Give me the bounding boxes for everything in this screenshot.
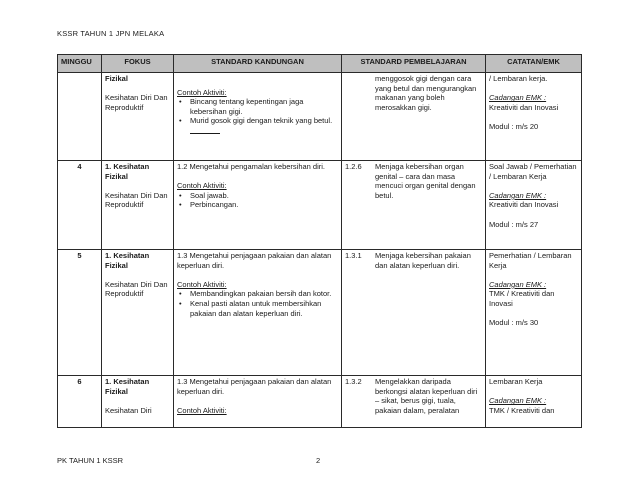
sp-text: Menjaga kebersihan pakaian dan alatan keperluan diri. (375, 251, 471, 270)
aktiviti-item: • Perbincangan. (179, 200, 239, 210)
minggu-cell: 6 (58, 376, 102, 428)
aktiviti-item: • Bincang tentang kepentingan jaga kebersihan gigi. (179, 97, 304, 116)
fokus-title: 1. Kesihatan Fizikal (105, 251, 150, 270)
bullet-icon: • (179, 298, 182, 308)
table-row (58, 376, 582, 428)
emk-value: Kreativiti dan Inovasi (489, 102, 559, 112)
standard-pembelajaran-cell (342, 161, 486, 250)
emk-label: Cadangan EMK : (489, 279, 547, 289)
sp-code: 1.3.1 (345, 251, 362, 260)
sp-code: 1.2.6 (345, 162, 362, 171)
emk-value: TMK / Kreativiti dan (489, 405, 555, 415)
column-header-fokus: FOKUS (102, 55, 174, 73)
bullet-icon: • (179, 116, 182, 126)
sp-text: Menjaga kebersihan organ genital – cara dan masa mencuci organ genital dengan betul. (375, 162, 476, 200)
emk-label: Cadangan EMK : (489, 396, 547, 406)
aktiviti-item: • Kenal pasti alatan untuk membersihkan pakaian dan alatan keperluan diri. (179, 298, 322, 318)
fokus-cell (102, 73, 174, 161)
lesson-plan-table (57, 54, 582, 428)
column-header-standard-kandungan: STANDARD KANDUNGAN (174, 55, 342, 73)
bullet-icon: • (179, 200, 182, 210)
bullet-icon: • (179, 190, 182, 200)
aktiviti-label: Contoh Aktiviti: (177, 405, 227, 415)
column-header-standard-pembelajaran: STANDARD PEMBELAJARAN (342, 55, 486, 73)
column-header-minggu: MINGGU (58, 55, 102, 73)
aktiviti-item: • Murid gosok gigi dengan teknik yang betul. (177, 116, 338, 136)
standard-kandungan-cell (174, 250, 342, 376)
fokus-cell (102, 376, 174, 428)
fokus-title: Fizikal (105, 74, 128, 83)
catatan-text: Pemerhatian / Lembaran Kerja (489, 251, 572, 270)
bullet-icon: • (179, 289, 182, 299)
modul-ref: Modul : m/s 27 (489, 219, 539, 229)
aktiviti-list (177, 97, 338, 136)
aktiviti-list (177, 191, 338, 210)
catatan-cell (486, 73, 582, 161)
fokus-subtitle: Kesihatan Diri (105, 405, 152, 415)
document-header: KSSR TAHUN 1 JPN MELAKA (57, 29, 165, 38)
standard-kandungan-cell (174, 73, 342, 161)
sp-text: Mengelakkan daripada berkongsi alatan keperluan diri – sikat, berus gigi, tuala, pakaian dalam, peralatan (375, 377, 478, 415)
standard-pembelajaran-cell (342, 376, 486, 428)
sk-title: 1.3 Mengetahui penjagaan pakaian dan alatan keperluan diri. (177, 251, 332, 270)
fokus-title: 1. Kesihatan Fizikal (105, 377, 150, 396)
fokus-subtitle: Kesihatan Diri Dan Reproduktif (105, 93, 168, 112)
catatan-text: Soal Jawab / Pemerhatian / Lembaran Kerja (489, 162, 577, 181)
aktiviti-list (177, 289, 338, 318)
aktiviti-label: Contoh Aktiviti: (177, 87, 227, 97)
aktiviti-label: Contoh Aktiviti: (177, 181, 227, 191)
sp-code (345, 74, 369, 112)
minggu-cell: 4 (58, 161, 102, 250)
fokus-subtitle: Kesihatan Diri Dan Reproduktif (105, 279, 168, 299)
table-header-row (58, 55, 582, 73)
modul-ref: Modul : m/s 20 (489, 121, 539, 131)
aktiviti-label: Contoh Aktiviti: (177, 279, 227, 289)
catatan-cell (486, 250, 582, 376)
emk-label: Cadangan EMK : (489, 93, 547, 103)
table-row (58, 73, 582, 161)
page-number: 2 (316, 456, 321, 465)
modul-ref: Modul : m/s 30 (489, 318, 539, 328)
sk-title: 1.3 Mengetahui penjagaan pakaian dan alatan keperluan diri. (177, 377, 332, 396)
sp-code: 1.3.2 (345, 377, 362, 386)
aktiviti-item: • Soal jawab. (179, 190, 229, 200)
standard-pembelajaran-cell (342, 250, 486, 376)
table-row (58, 161, 582, 250)
blank-line (190, 126, 220, 134)
fokus-title: 1. Kesihatan Fizikal (105, 162, 150, 181)
emk-value: Kreativiti dan Inovasi (489, 200, 559, 210)
emk-label: Cadangan EMK : (489, 190, 547, 200)
fokus-cell (102, 250, 174, 376)
fokus-subtitle: Kesihatan Diri Dan Reproduktif (105, 190, 168, 210)
document-footer: PK TAHUN 1 KSSR (57, 456, 123, 465)
column-header-catatan-emk: CATATAN/EMK (486, 55, 582, 73)
fokus-cell (102, 161, 174, 250)
standard-kandungan-cell (174, 161, 342, 250)
bullet-icon: • (179, 97, 182, 107)
standard-pembelajaran-cell (342, 73, 486, 161)
aktiviti-item: • Membandingkan pakaian bersih dan kotor. (179, 289, 332, 299)
catatan-cell (486, 376, 582, 428)
sk-title: 1.2 Mengetahui pengamalan kebersihan diri. (177, 162, 326, 171)
sp-text: menggosok gigi dengan cara yang betul dan mengurangkan makanan yang boleh merosakkan gigi. (375, 74, 477, 112)
table-row (58, 250, 582, 376)
minggu-cell (58, 73, 102, 161)
catatan-text: Lembaran Kerja (489, 377, 543, 386)
minggu-cell: 5 (58, 250, 102, 376)
emk-value: TMK / Kreativiti dan Inovasi (489, 289, 555, 308)
catatan-text: / Lembaran kerja. (489, 74, 548, 83)
standard-kandungan-cell (174, 376, 342, 428)
catatan-cell (486, 161, 582, 250)
